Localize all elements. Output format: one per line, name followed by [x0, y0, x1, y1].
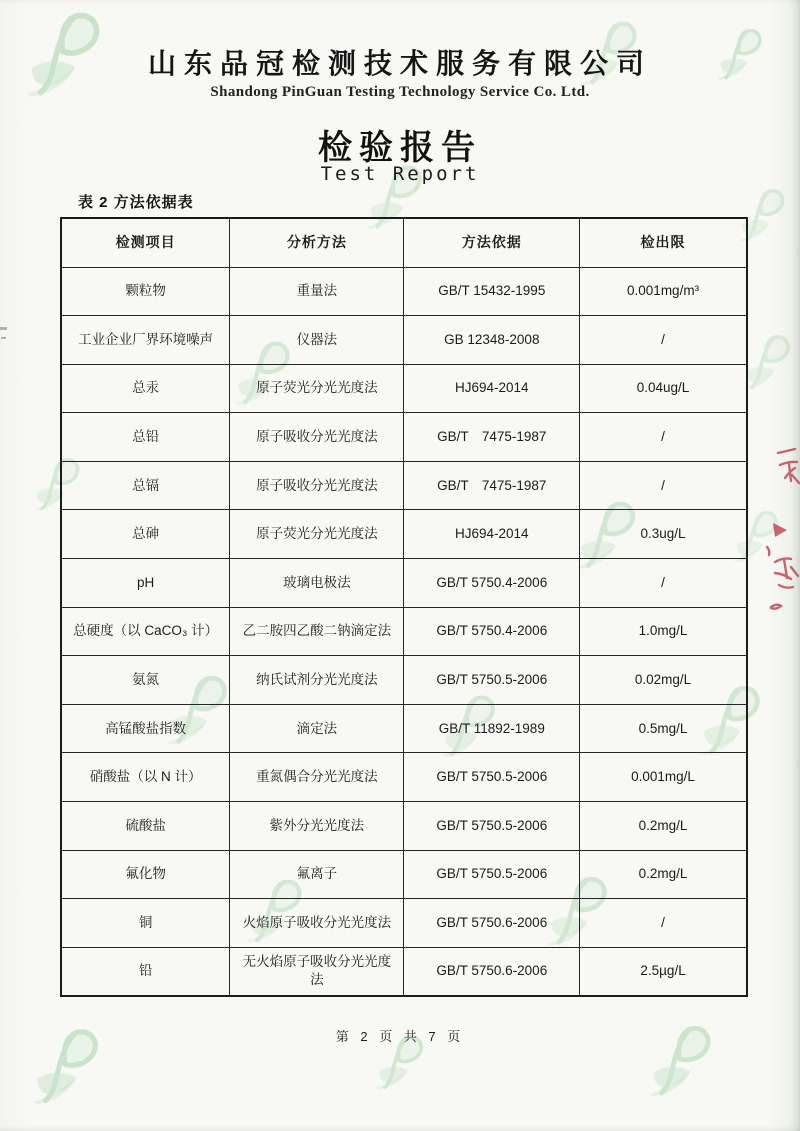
table-row — [61, 267, 747, 316]
col-header-analysis-method: 分析方法 — [230, 218, 404, 267]
table-cell: GB/T 5750.5-2006 — [404, 753, 580, 802]
table-cell: 氨氮 — [61, 656, 230, 705]
table-cell: GB/T 15432-1995 — [404, 267, 580, 316]
table-cell: 2.5µg/L — [580, 947, 747, 996]
table-row — [61, 413, 747, 462]
table-cell: / — [580, 899, 747, 948]
table-row — [61, 364, 747, 413]
table-cell: 重量法 — [230, 267, 404, 316]
table-cell: 硫酸盐 — [61, 802, 230, 851]
table-cell: pH — [61, 559, 230, 608]
table-cell: / — [580, 316, 747, 365]
table-row — [61, 607, 747, 656]
table-cell: 紫外分光光度法 — [230, 802, 404, 851]
table-cell: GB/T 5750.6-2006 — [404, 947, 580, 996]
scan-speck — [0, 327, 7, 330]
table-cell: GB/T 5750.5-2006 — [404, 850, 580, 899]
table-cell: 铜 — [61, 899, 230, 948]
table-cell: GB 12348-2008 — [404, 316, 580, 365]
table-cell: / — [580, 461, 747, 510]
table-cell: 工业企业厂界环境噪声 — [61, 316, 230, 365]
report-title-en: Test Report — [320, 163, 480, 185]
table-cell: 仪器法 — [230, 316, 404, 365]
table-cell: 原子吸收分光光度法 — [230, 413, 404, 462]
table-header-row — [61, 218, 747, 267]
table-cell: GB/T 5750.6-2006 — [404, 899, 580, 948]
table-cell: GB/T 11892-1989 — [404, 704, 580, 753]
table-cell: GB/T 7475-1987 — [404, 461, 580, 510]
table-cell: 0.02mg/L — [580, 656, 747, 705]
scan-speck — [1, 337, 6, 339]
table-cell: 原子荧光分光光度法 — [230, 510, 404, 559]
table-cell: HJ694-2014 — [404, 364, 580, 413]
table-cell: 原子荧光分光光度法 — [230, 364, 404, 413]
table-body — [61, 267, 747, 996]
table-cell: 0.2mg/L — [580, 850, 747, 899]
table-cell: 氟离子 — [230, 850, 404, 899]
table-row — [61, 947, 747, 996]
table-row — [61, 802, 747, 851]
table-cell: 0.3ug/L — [580, 510, 747, 559]
table-cell: GB/T 5750.5-2006 — [404, 656, 580, 705]
table-cell: 重氮偶合分光光度法 — [230, 753, 404, 802]
table-cell: GB/T 7475-1987 — [404, 413, 580, 462]
table-cell: GB/T 5750.4-2006 — [404, 559, 580, 608]
table-cell: GB/T 5750.4-2006 — [404, 607, 580, 656]
table-cell: 铅 — [61, 947, 230, 996]
table-cell: 0.001mg/L — [580, 753, 747, 802]
table-cell: 总汞 — [61, 364, 230, 413]
table-cell: 1.0mg/L — [580, 607, 747, 656]
table-row — [61, 753, 747, 802]
table-row — [61, 656, 747, 705]
col-header-test-item: 检测项目 — [61, 218, 230, 267]
method-basis-table — [60, 217, 748, 997]
table-cell: / — [580, 413, 747, 462]
table-row — [61, 461, 747, 510]
table-cell: 乙二胺四乙酸二钠滴定法 — [230, 607, 404, 656]
table-cell: 原子吸收分光光度法 — [230, 461, 404, 510]
table-cell: 0.04ug/L — [580, 364, 747, 413]
table-cell: 0.5mg/L — [580, 704, 747, 753]
col-header-detection-limit: 检出限 — [580, 218, 747, 267]
table-row — [61, 704, 747, 753]
page-number: 第 2 页 共 7 页 — [335, 1029, 465, 1044]
table-cell: 硝酸盐（以 N 计） — [61, 753, 230, 802]
table-cell: GB/T 5750.5-2006 — [404, 802, 580, 851]
company-name-cn: 山东品冠检测技术服务有限公司 — [147, 48, 652, 79]
table-cell: 0.2mg/L — [580, 802, 747, 851]
table-cell: 高锰酸盐指数 — [61, 704, 230, 753]
col-header-method-basis: 方法依据 — [404, 218, 580, 267]
table-cell: 总硬度（以 CaCO₃ 计） — [61, 607, 230, 656]
table-cell: 0.001mg/m³ — [580, 267, 747, 316]
report-title-cn: 检验报告 — [318, 129, 482, 167]
table-cell: 玻璃电极法 — [230, 559, 404, 608]
table-cell: 纳氏试剂分光光度法 — [230, 656, 404, 705]
table-cell: 总镉 — [61, 461, 230, 510]
table-row — [61, 510, 747, 559]
table-cell: 无火焰原子吸收分光光度法 — [230, 947, 404, 996]
handwritten-red-marks — [755, 415, 800, 630]
table-cell: 火焰原子吸收分光光度法 — [230, 899, 404, 948]
table-cell: HJ694-2014 — [404, 510, 580, 559]
company-name-en: Shandong PinGuan Testing Technology Service Co. Ltd. — [210, 84, 590, 100]
table-cell: 颗粒物 — [61, 267, 230, 316]
table-row — [61, 850, 747, 899]
table-cell: 总铅 — [61, 413, 230, 462]
table-row — [61, 899, 747, 948]
table-row — [61, 316, 747, 365]
table-cell: 总砷 — [61, 510, 230, 559]
table-row — [61, 559, 747, 608]
table-caption: 表 2 方法依据表 — [78, 194, 194, 211]
table-cell: 滴定法 — [230, 704, 404, 753]
table-cell: 氟化物 — [61, 850, 230, 899]
table-cell: / — [580, 559, 747, 608]
